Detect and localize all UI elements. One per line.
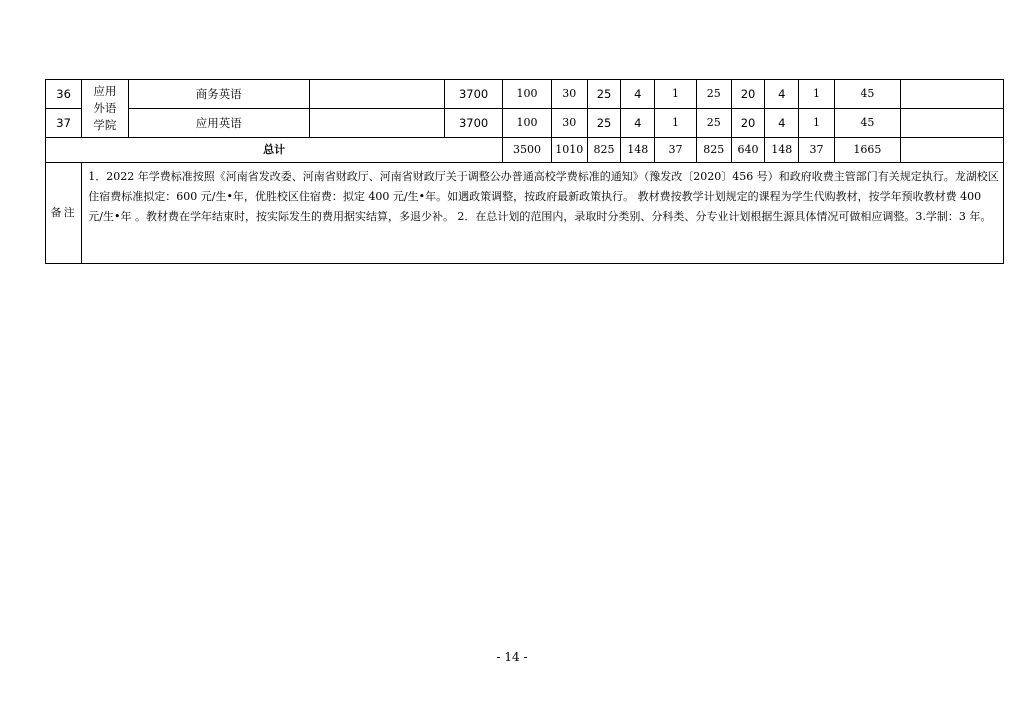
plan-value bbox=[901, 80, 1004, 109]
plan-value: 45 bbox=[834, 80, 900, 109]
plan-value: 1 bbox=[655, 109, 696, 138]
remarks-row bbox=[46, 163, 1004, 264]
plan-value: 100 bbox=[503, 109, 551, 138]
plan-value: 25 bbox=[587, 80, 620, 109]
total-value: 1010 bbox=[551, 138, 587, 163]
plan-value: 45 bbox=[834, 109, 900, 138]
remarks-label: 备注 bbox=[46, 163, 82, 264]
department-cell bbox=[82, 80, 128, 138]
plan-value: 30 bbox=[551, 109, 587, 138]
tuition-fee: 3700 bbox=[444, 80, 502, 109]
plan-value: 1 bbox=[799, 80, 834, 109]
total-label: 总计 bbox=[46, 138, 503, 163]
department-line: 学院 bbox=[93, 118, 117, 132]
major-name: 商务英语 bbox=[128, 80, 309, 109]
major-note bbox=[309, 109, 444, 138]
page-number: - 14 - bbox=[496, 650, 528, 664]
tuition-fee: 3700 bbox=[444, 109, 502, 138]
plan-value: 25 bbox=[696, 109, 731, 138]
department-line: 应用 bbox=[93, 84, 117, 98]
total-value: 3500 bbox=[503, 138, 551, 163]
total-value: 640 bbox=[731, 138, 764, 163]
major-note bbox=[309, 80, 444, 109]
total-value: 825 bbox=[587, 138, 620, 163]
total-value bbox=[901, 138, 1004, 163]
total-value: 1665 bbox=[834, 138, 900, 163]
row-index: 37 bbox=[46, 109, 82, 138]
plan-value: 25 bbox=[587, 109, 620, 138]
row-index: 36 bbox=[46, 80, 82, 109]
plan-value bbox=[901, 109, 1004, 138]
remarks-text: 1．2022 年学费标准按照《河南省发改委、河南省财政厅、河南省财政厅关于调整公办普通高校学费标准的通知》（豫发改〔2020〕456 号）和政府收费主管部门有关规定执行。龙湖校区住宿费标准拟定：600 元/生•年，优胜校区住宿费：拟定 400 元/生•年。如遇政策调整，按政府最新政策执行。 教材费按教学计划规定的课程为学生代购教材，按学年预收教材费 400 元/生•年 。教材费在学年结束时，按实际发生的费用据实结算，多退少补。 2．在总计划的范围内，录取时分类别、分科类、分专业计划根据生源具体情况可做相应调整。3.学制：3 年。 bbox=[82, 163, 1004, 264]
total-value: 37 bbox=[799, 138, 834, 163]
plan-value: 4 bbox=[765, 109, 799, 138]
plan-value: 4 bbox=[621, 80, 655, 109]
total-value: 148 bbox=[621, 138, 655, 163]
total-value: 37 bbox=[655, 138, 696, 163]
plan-value: 1 bbox=[799, 109, 834, 138]
total-value: 148 bbox=[765, 138, 799, 163]
total-row bbox=[46, 138, 1004, 163]
enrollment-plan-table bbox=[45, 79, 1004, 264]
plan-value: 30 bbox=[551, 80, 587, 109]
table-row bbox=[46, 80, 1004, 109]
plan-value: 1 bbox=[655, 80, 696, 109]
plan-value: 4 bbox=[621, 109, 655, 138]
plan-value: 20 bbox=[731, 80, 764, 109]
department-line: 外语 bbox=[93, 101, 117, 115]
plan-value: 100 bbox=[503, 80, 551, 109]
plan-value: 20 bbox=[731, 109, 764, 138]
major-name: 应用英语 bbox=[128, 109, 309, 138]
total-value: 825 bbox=[696, 138, 731, 163]
plan-value: 25 bbox=[696, 80, 731, 109]
table-row bbox=[46, 109, 1004, 138]
plan-value: 4 bbox=[765, 80, 799, 109]
